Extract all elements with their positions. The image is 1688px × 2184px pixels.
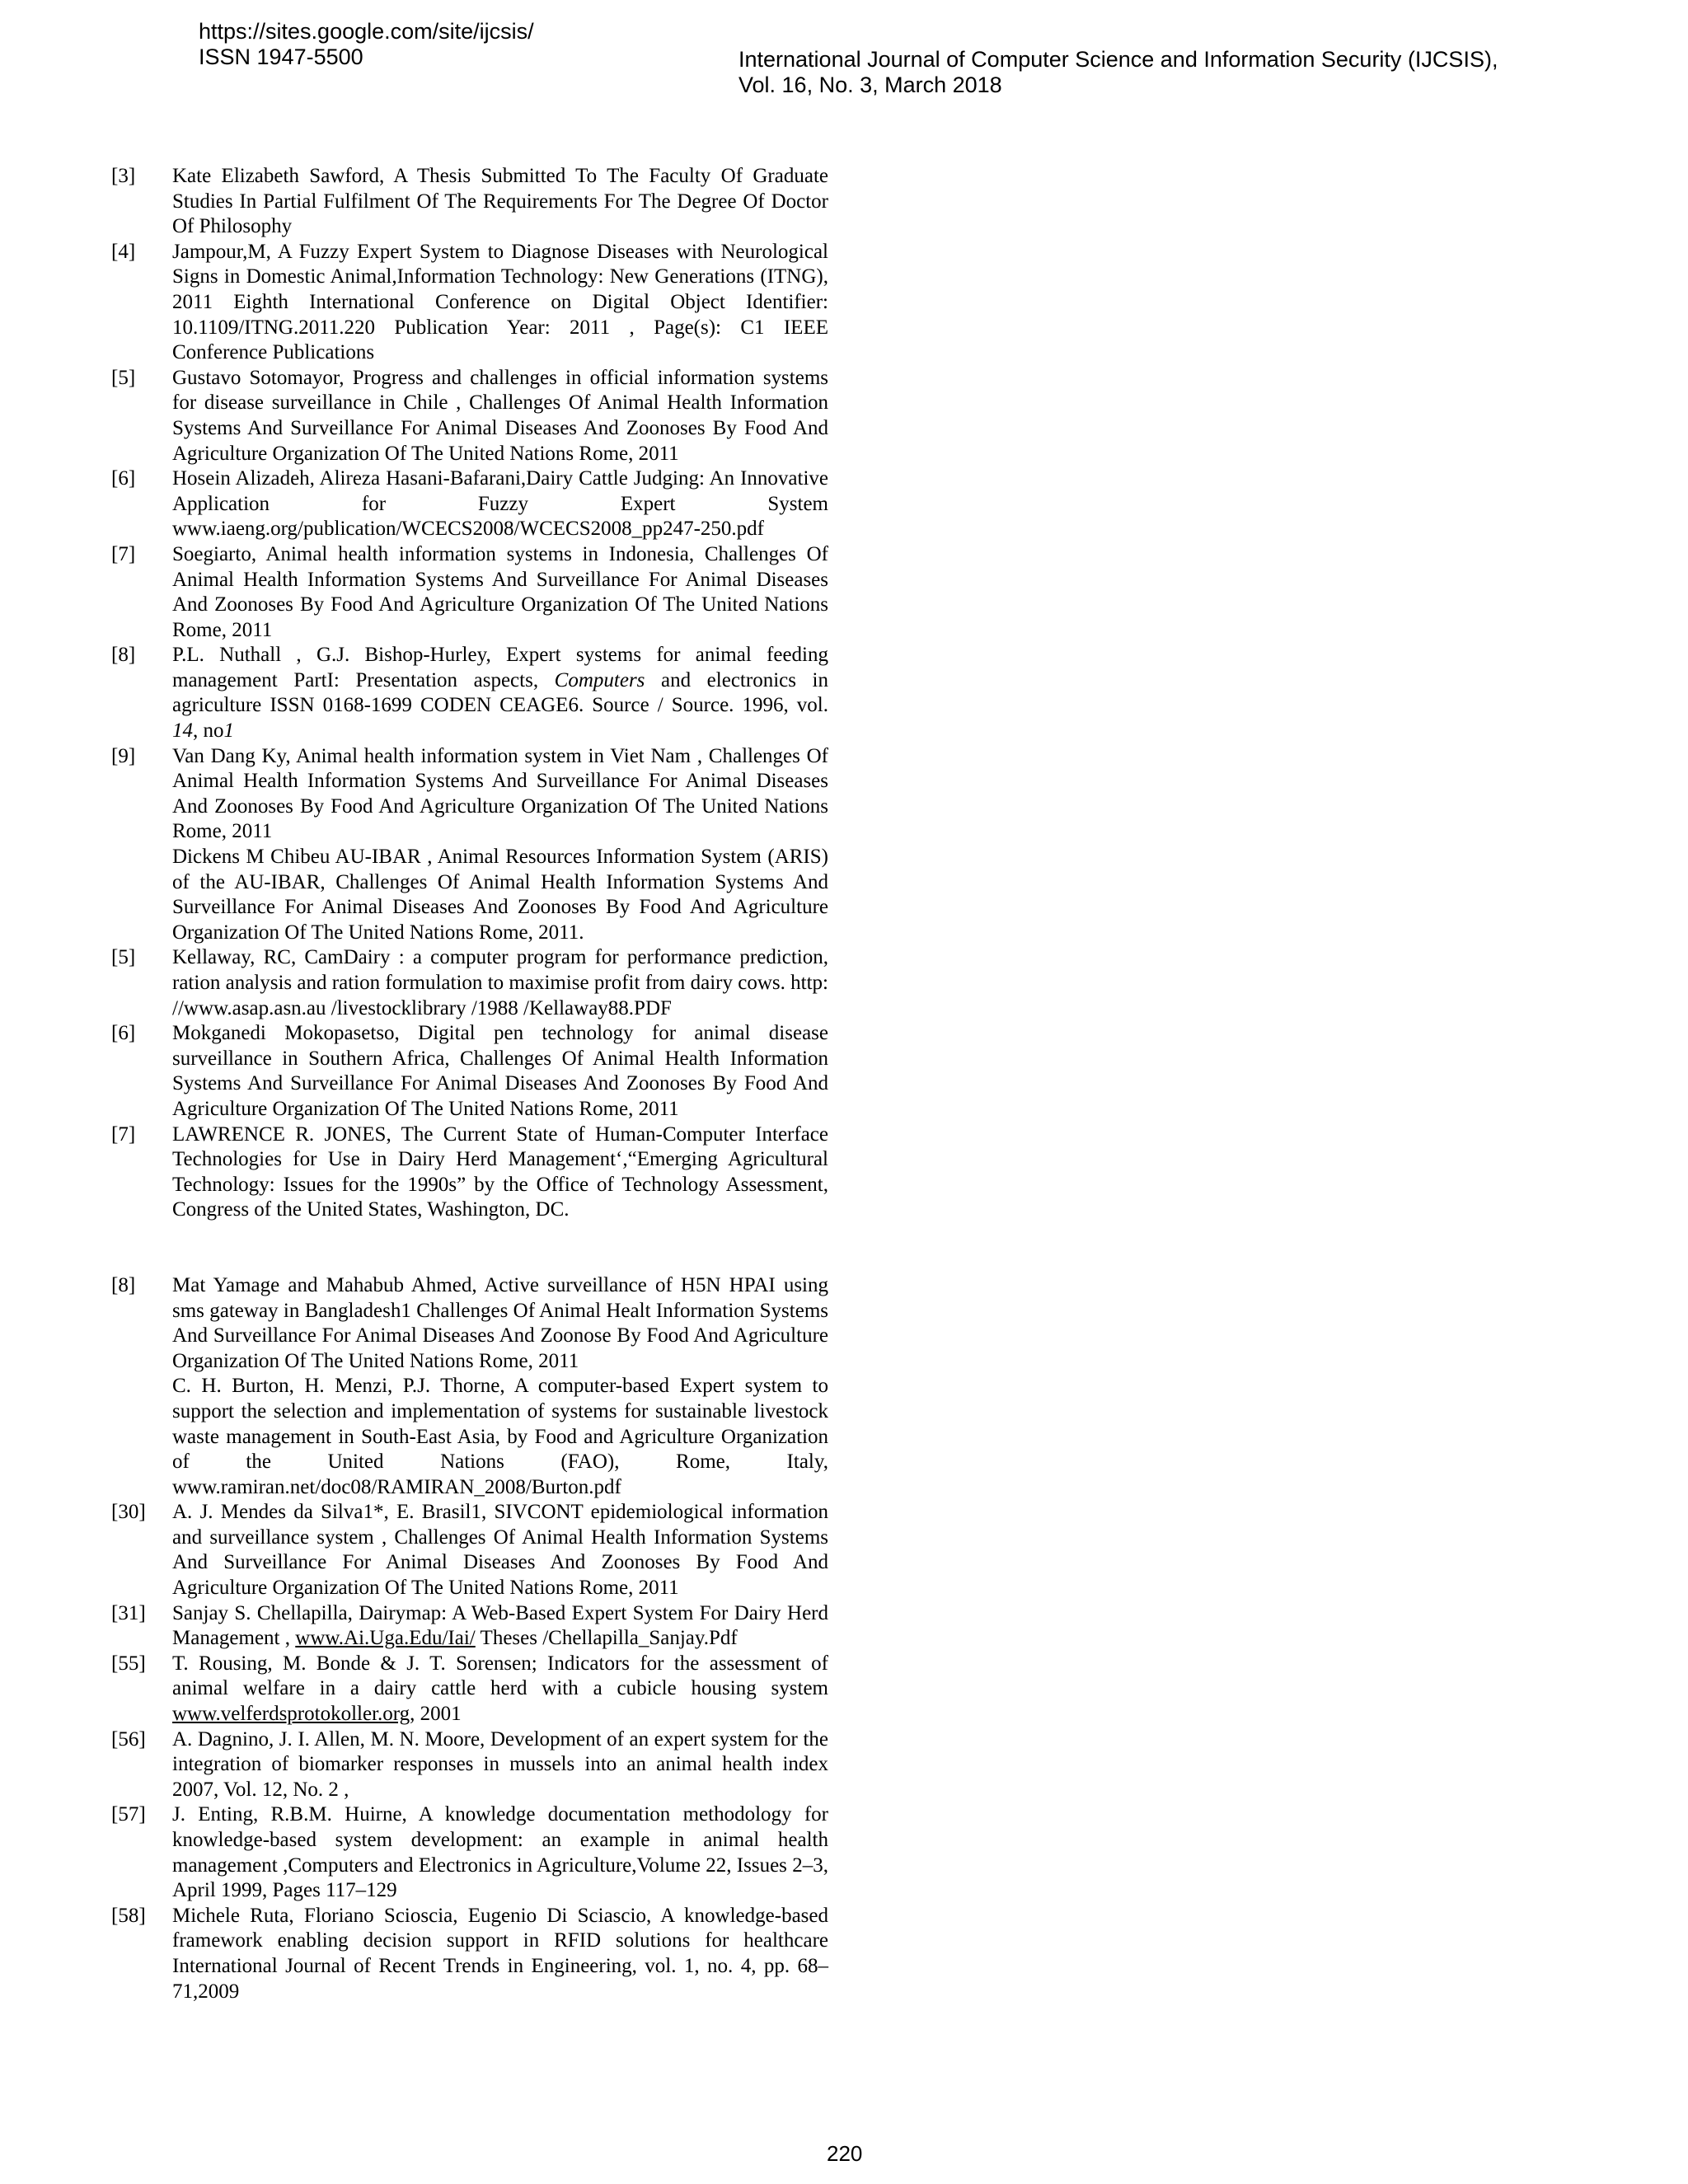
reference-text-italic: 14 — [172, 719, 193, 743]
reference-text-part: and electronics in agriculture ISSN 0168-1699 CODEN CEAGE6. Source / Source. 1996, vol. — [172, 668, 828, 717]
reference-item — [111, 744, 828, 845]
journal-url: https://sites.google.com/site/ijcsis/ — [199, 19, 534, 44]
reference-item — [111, 1904, 828, 2004]
reference-item — [111, 1601, 828, 1652]
reference-item — [111, 366, 828, 466]
reference-item — [111, 1500, 828, 1601]
reference-number: [31] — [111, 1601, 146, 1624]
reference-item — [111, 1652, 828, 1727]
reference-text-part: , 2001 — [410, 1703, 462, 1726]
reference-item — [111, 466, 828, 542]
reference-text: Mokganedi Mokopasetso, Digital pen technology for animal disease surveillance in Southern Africa, Challenges Of Animal Health Information Systems And Surveillance For Animal Diseases And Zoonoses By Food And Agriculture Organization Of The United Nations Rome, 2011 — [172, 1022, 828, 1120]
reference-number: [8] — [111, 1273, 136, 1296]
reference-text-part: Sanjay S. Chellapilla, Dairymap: A Web-Based Expert System For Dairy Herd Management , — [172, 1601, 828, 1650]
reference-number: [6] — [111, 467, 136, 490]
reference-number: [3] — [111, 165, 136, 187]
journal-volume: Vol. 16, No. 3, March 2018 — [738, 73, 1002, 97]
reference-number: [9] — [111, 744, 136, 767]
reference-text: Van Dang Ky, Animal health information system in Viet Nam , Challenges Of Animal Health Information Systems And Surveillance For Animal Diseases And Zoonoses By Food And Agriculture Organization Of The United Nations Rome, 2011 — [172, 744, 828, 843]
reference-item — [111, 240, 828, 366]
reference-number: [58] — [111, 1904, 146, 1927]
reference-continuation: C. H. Burton, H. Menzi, P.J. Thorne, A computer-based Expert system to support the selection and implementation of systems for sustainable livestock waste management in South-East Asia, by Food and Agriculture Organization of the United Nations (FAO), Rome, Italy, www.ramiran.net/doc08/RAMIRAN_2008/Burton.pdf — [172, 1375, 828, 1498]
reference-item — [111, 1273, 828, 1374]
reference-number: [8] — [111, 644, 136, 667]
reference-text-part: Theses /Chellapilla_Sanjay.Pdf — [475, 1627, 738, 1650]
reference-text-part: T. Rousing, M. Bonde & J. T. Sorensen; Indicators for the assessment of animal welfare in a dairy cattle herd with a cubicle housing system — [172, 1652, 828, 1700]
reference-link[interactable]: www.velferdsprotokoller.org — [172, 1703, 410, 1726]
reference-text: Kellaway, RC, CamDairy : a computer program for performance prediction, ration analysis and ration formulation to maximise profit from dairy cows. http: //www.asap.asn.au /livestocklibrary /1988 /Kellaway88.PDF — [172, 946, 828, 1019]
reference-number: [5] — [111, 946, 136, 969]
reference-number: [5] — [111, 366, 136, 389]
reference-item — [111, 164, 828, 240]
reference-text: Kate Elizabeth Sawford, A Thesis Submitted To The Faculty Of Graduate Studies In Partial Fulfilment Of The Requirements For The Degree Of Doctor Of Philosophy — [172, 165, 828, 238]
page-header-right — [738, 47, 1498, 98]
reference-text: A. Dagnino, J. I. Allen, M. N. Moore, Development of an expert system for the integration of biomarker responses in mussels into an animal health index 2007, Vol. 12, No. 2 , — [172, 1727, 828, 1801]
reference-text-italic: 1 — [223, 719, 234, 743]
reference-text: LAWRENCE R. JONES, The Current State of Human-Computer Interface Technologies for Use in Dairy Herd Management‘,“Emerging Agricultural Technology: Issues for the 1990s” by the Office of Technology Assessment, Congress of the United States, Washington, DC. — [172, 1122, 828, 1221]
reference-number: [7] — [111, 542, 136, 565]
reference-text: Soegiarto, Animal health information systems in Indonesia, Challenges Of Animal Health Information Systems And Surveillance For Animal Diseases And Zoonoses By Food And Agriculture Organization Of The United Nations Rome, 2011 — [172, 542, 828, 641]
reference-item — [111, 1727, 828, 1803]
reference-text: Hosein Alizadeh, Alireza Hasani-Bafarani,Dairy Cattle Judging: An Innovative Application for Fuzzy Expert System www.iaeng.org/publication/WCECS2008/WCECS2008_pp247-250.pdf — [172, 467, 828, 541]
reference-item — [111, 542, 828, 643]
reference-text: J. Enting, R.B.M. Huirne, A knowledge documentation methodology for knowledge-based system development: an example in animal health management ,Computers and Electronics in Agriculture,Volume 22, Issues 2–3, April 1999, Pages 117–129 — [172, 1803, 828, 1902]
reference-continuation: Dickens M Chibeu AU-IBAR , Animal Resources Information System (ARIS) of the AU-IBAR, Challenges Of Animal Health Information Systems And Surveillance For Animal Diseases And Zoonoses By Food And Agriculture Organization Of The United Nations Rome, 2011. — [172, 846, 828, 944]
reference-text: Michele Ruta, Floriano Scioscia, Eugenio Di Sciascio, A knowledge-based framework enabling decision support in RFID solutions for healthcare International Journal of Recent Trends in Engineering, vol. 1, no. 4, pp. 68–71,2009 — [172, 1904, 828, 2003]
issn: ISSN 1947-5500 — [199, 45, 363, 69]
reference-item — [111, 1802, 828, 1903]
reference-number: [57] — [111, 1803, 146, 1826]
reference-text: Gustavo Sotomayor, Progress and challenges in official information systems for disease surveillance in Chile , Challenges Of Animal Health Information Systems And Surveillance For Animal Diseases And Zoonoses By Food And Agriculture Organization Of The United Nations Rome, 2011 — [172, 366, 828, 465]
reference-text: Jampour,M, A Fuzzy Expert System to Diagnose Diseases with Neurological Signs in Domestic Animal,Information Technology: New Generations (ITNG), 2011 Eighth International Conference on Digital Object Identifier: 10.1109/ITNG.2011.220 Publication Year: 2011 , Page(s): C1 IEEE Conference Publications — [172, 240, 828, 364]
reference-number: [30] — [111, 1501, 146, 1524]
reference-number: [6] — [111, 1022, 136, 1045]
reference-text — [172, 1652, 828, 1727]
reference-item — [111, 1122, 828, 1223]
reference-text — [172, 1601, 828, 1652]
page-header-left — [199, 19, 534, 70]
reference-number: [4] — [111, 240, 136, 263]
journal-title: International Journal of Computer Science and Information Security (IJCSIS), — [738, 47, 1498, 72]
reference-text-part: , no — [193, 719, 224, 743]
page-number: 220 — [827, 2141, 863, 2166]
reference-item — [111, 643, 828, 743]
reference-number: [55] — [111, 1652, 146, 1675]
reference-number: [7] — [111, 1122, 136, 1146]
reference-number: [56] — [111, 1727, 146, 1750]
reference-text-italic: Computers — [554, 668, 645, 691]
reference-list — [111, 164, 828, 2004]
reference-link[interactable]: www.Ai.Uga.Edu/Iai/ — [295, 1627, 476, 1650]
reference-text — [172, 643, 828, 743]
reference-text: Mat Yamage and Mahabub Ahmed, Active surveillance of H5N HPAI using sms gateway in Bangladesh1 Challenges Of Animal Healt Information Systems And Surveillance For Animal Diseases And Zoonose By Food And Agriculture Organization Of The United Nations Rome, 2011 — [172, 1273, 828, 1372]
reference-text: A. J. Mendes da Silva1*, E. Brasil1, SIVCONT epidemiological information and surveillance system , Challenges Of Animal Health Information Systems And Surveillance For Animal Diseases And Zoonoses By Food And Agriculture Organization Of The United Nations Rome, 2011 — [172, 1501, 828, 1600]
section-gap — [111, 1223, 828, 1273]
reference-item — [111, 1021, 828, 1122]
reference-item — [111, 945, 828, 1021]
reference-text-part: P.L. Nuthall , G.J. Bishop-Hurley, Expert systems for animal feeding management PartI: Presentation aspects, — [172, 644, 828, 691]
